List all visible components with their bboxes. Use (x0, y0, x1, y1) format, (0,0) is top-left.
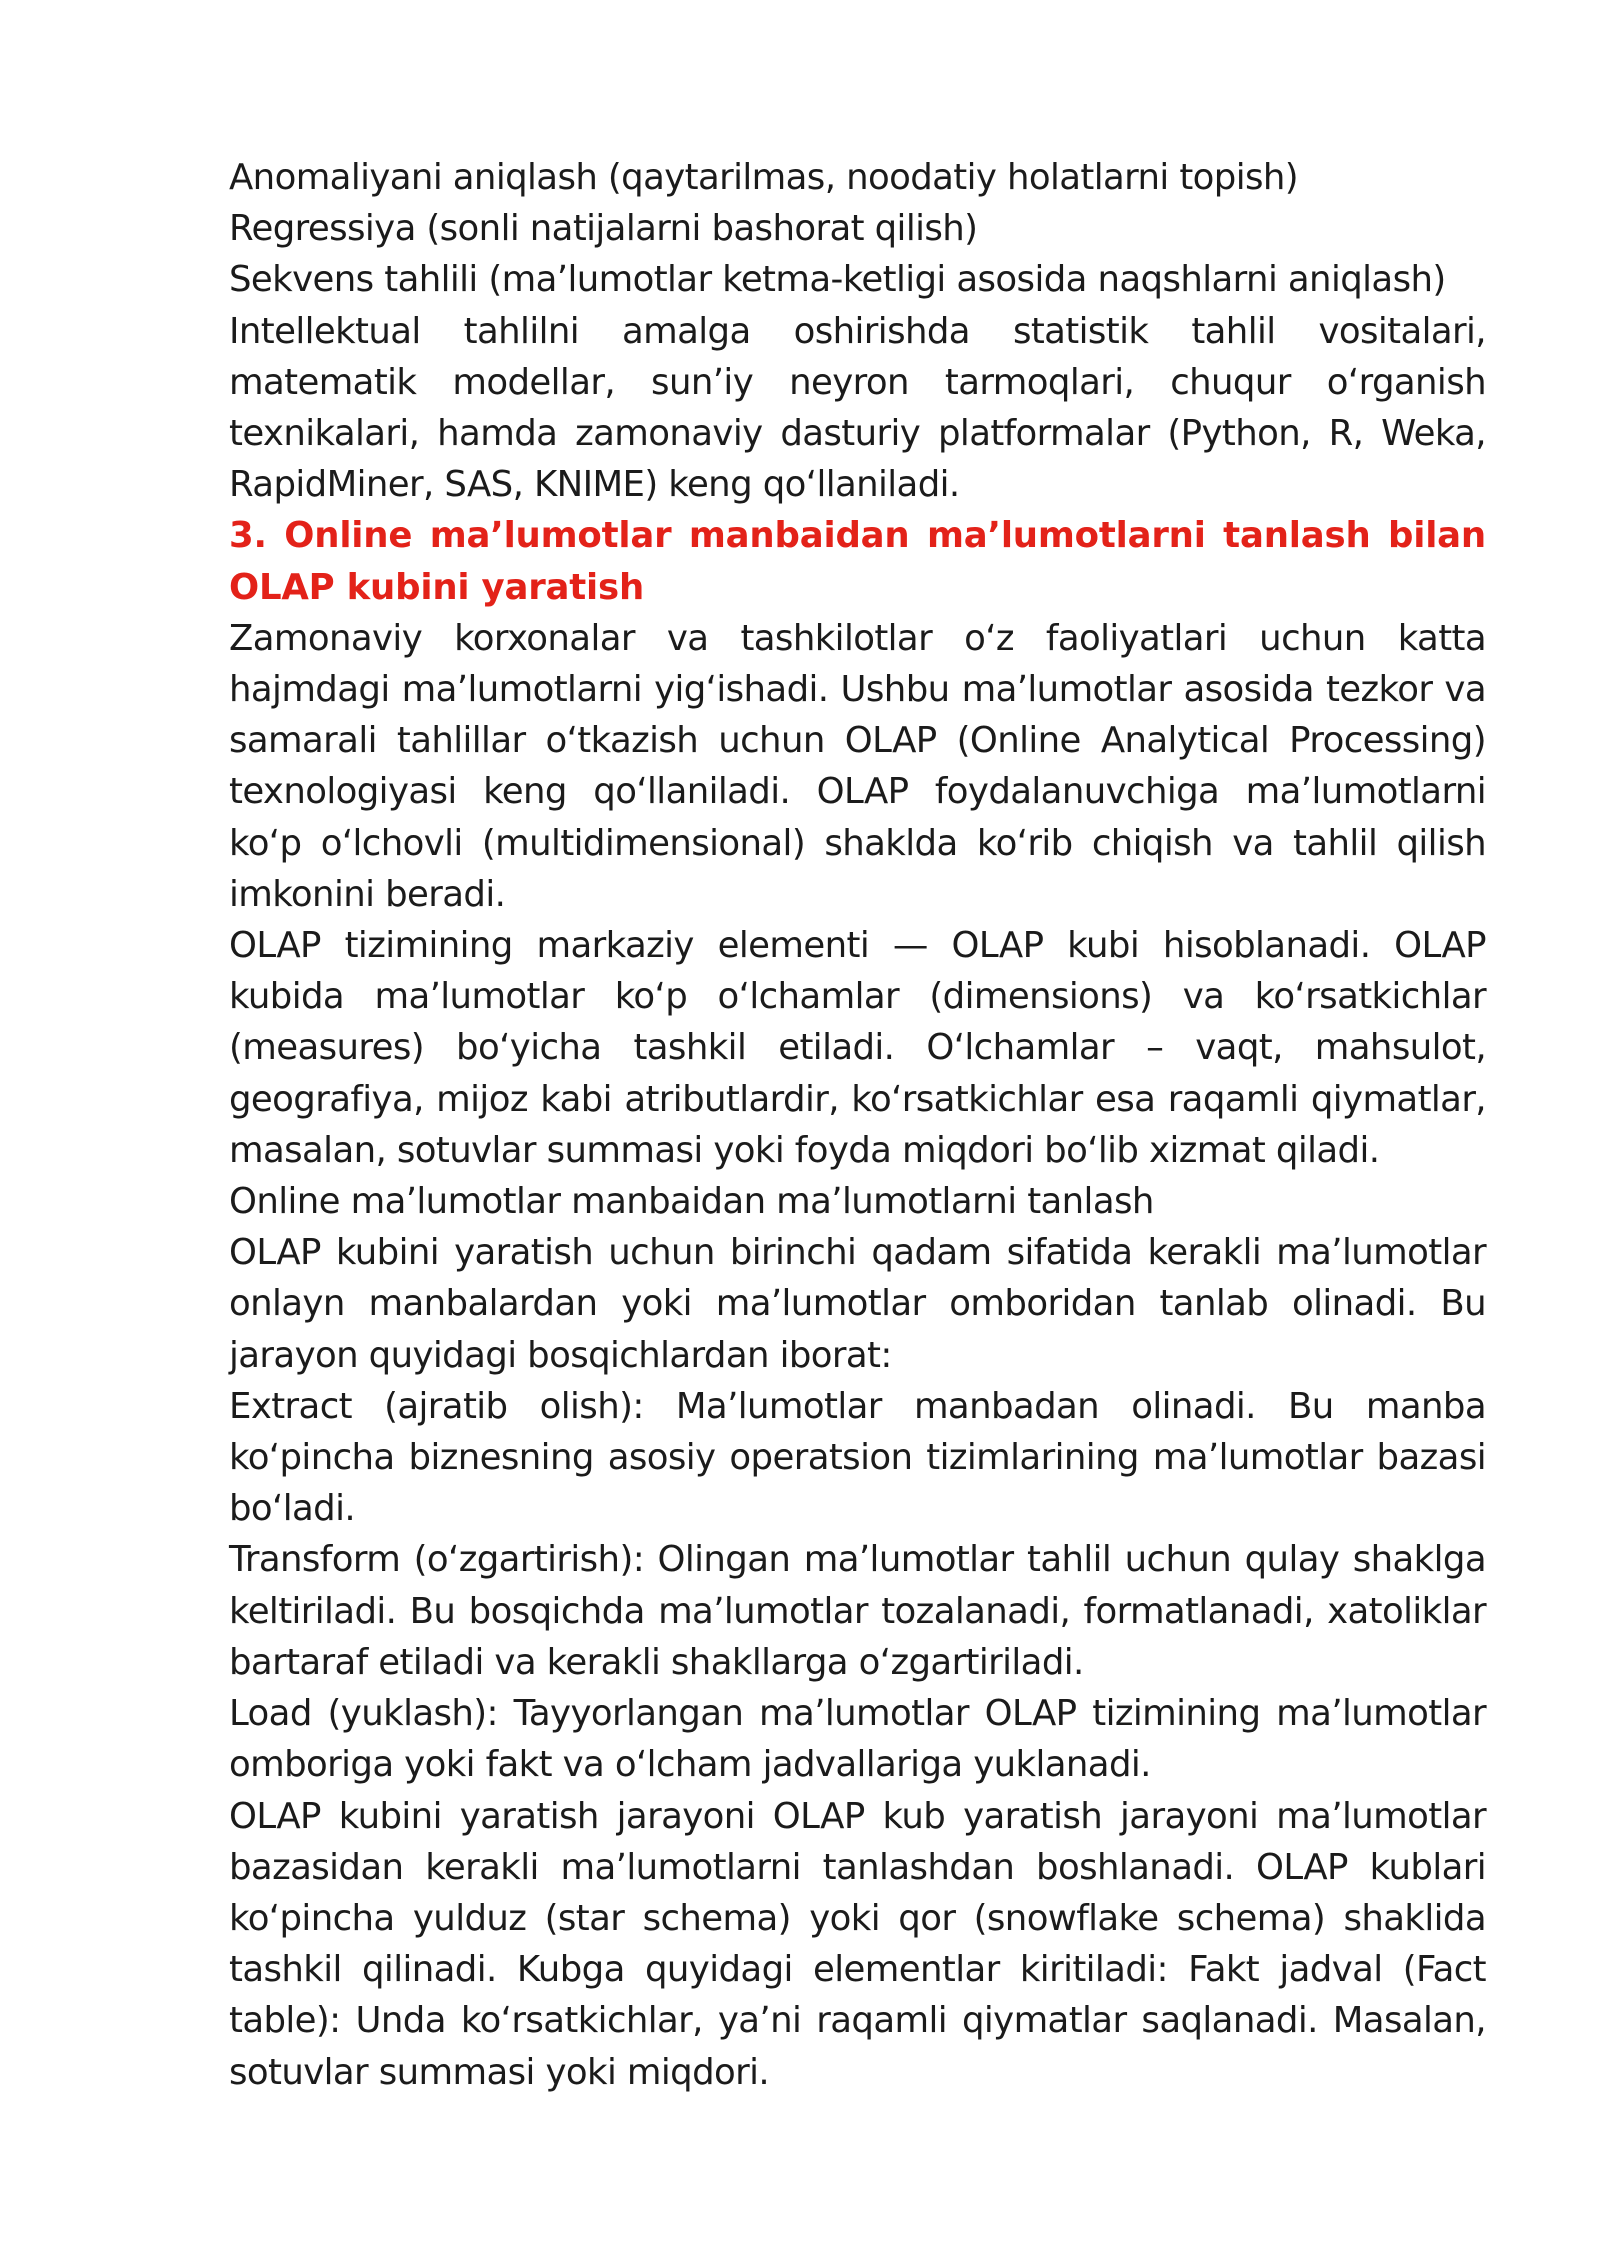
paragraph-cube-creation: OLAP kubini yaratish jarayoni OLAP kub yaratish jarayoni ma’lumotlar bazasidan kerakli ma’lumotlarni tanlashdan boshlanadi. OLAP kublari ko‘pincha yulduz (star schema) yoki qor (snowflake schema) shaklida tashkil qilinadi. Kubga quyidagi elementlar kiritiladi: Fakt jadval (Fact table): Unda ko‘rsatkichlar, ya’ni raqamli qiymatlar saqlanadi. Masalan, sotuvlar summasi yoki miqdori. (229, 1795, 1486, 2093)
paragraph-analysis-tools: Intellektual tahlilni amalga oshirishda statistik tahlil vositalari, matematik modellar, sun’iy neyron tarmoqlari, chuqur o‘rganish texnikalari, hamda zamonaviy dasturiy platformalar (Python, R, Weka, RapidMiner, SAS, KNIME) keng qo‘llaniladi. (229, 310, 1486, 506)
document-page (229, 152, 1486, 2098)
list-item-anomaly-detection: Anomaliyani aniqlash (qaytarilmas, noodatiy holatlarni topish) (229, 157, 1299, 198)
section-heading: 3. Online ma’lumotlar manbaidan ma’lumotlarni tanlash bilan OLAP kubini yaratish (229, 515, 1486, 608)
paragraph-transform: Transform (o‘zgartirish): Olingan ma’lumotlar tahlil uchun qulay shaklga keltiriladi. Bu bosqichda ma’lumotlar tozalanadi, formatlanadi, xatoliklar bartaraf etiladi va kerakli shakllarga o‘zgartiriladi. (229, 1539, 1486, 1683)
paragraph-first-step: OLAP kubini yaratish uchun birinchi qadam sifatida kerakli ma’lumotlar onlayn manbalardan yoki ma’lumotlar omboridan tanlab olinadi. Bu jarayon quyidagi bosqichlardan iborat: (229, 1232, 1486, 1376)
list-item-sequence-analysis: Sekvens tahlili (ma’lumotlar ketma-ketligi asosida naqshlarni aniqlash) (229, 259, 1446, 301)
list-item-regression: Regressiya (sonli natijalarni bashorat qilish) (229, 208, 978, 250)
paragraph-load: Load (yuklash): Tayyorlangan ma’lumotlar OLAP tizimining ma’lumotlar omboriga yoki fakt va o‘lcham jadvallariga yuklanadi. (229, 1693, 1486, 1786)
paragraph-olap-intro: Zamonaviy korxonalar va tashkilotlar o‘z faoliyatlari uchun katta hajmdagi ma’lumotlarni yig‘ishadi. Ushbu ma’lumotlar asosida tezkor va samarali tahlillar o‘tkazish uchun OLAP (Online Analytical Processing) texnologiyasi keng qo‘llaniladi. OLAP foydalanuvchiga ma’lumotlarni ko‘p o‘lchovli (multidimensional) shaklda ko‘rib chiqish va tahlil qilish imkonini beradi. (229, 617, 1486, 915)
paragraph-extract: Extract (ajratib olish): Ma’lumotlar manbadan olinadi. Bu manba ko‘pincha biznesning asosiy operatsion tizimlarining ma’lumotlar bazasi bo‘ladi. (229, 1385, 1486, 1530)
paragraph-olap-cube: OLAP tizimining markaziy elementi — OLAP kubi hisoblanadi. OLAP kubida ma’lumotlar ko‘p o‘lchamlar (dimensions) va ko‘rsatkichlar (measures) bo‘yicha tashkil etiladi. O‘lchamlar – vaqt, mahsulot, geografiya, mijoz kabi atributlardir, ko‘rsatkichlar esa raqamli qiymatlar, masalan, sotuvlar summasi yoki foyda miqdori bo‘lib xizmat qiladi. (229, 925, 1486, 1171)
subheading-data-selection: Online ma’lumotlar manbaidan ma’lumotlarni tanlash (229, 1181, 1154, 1223)
